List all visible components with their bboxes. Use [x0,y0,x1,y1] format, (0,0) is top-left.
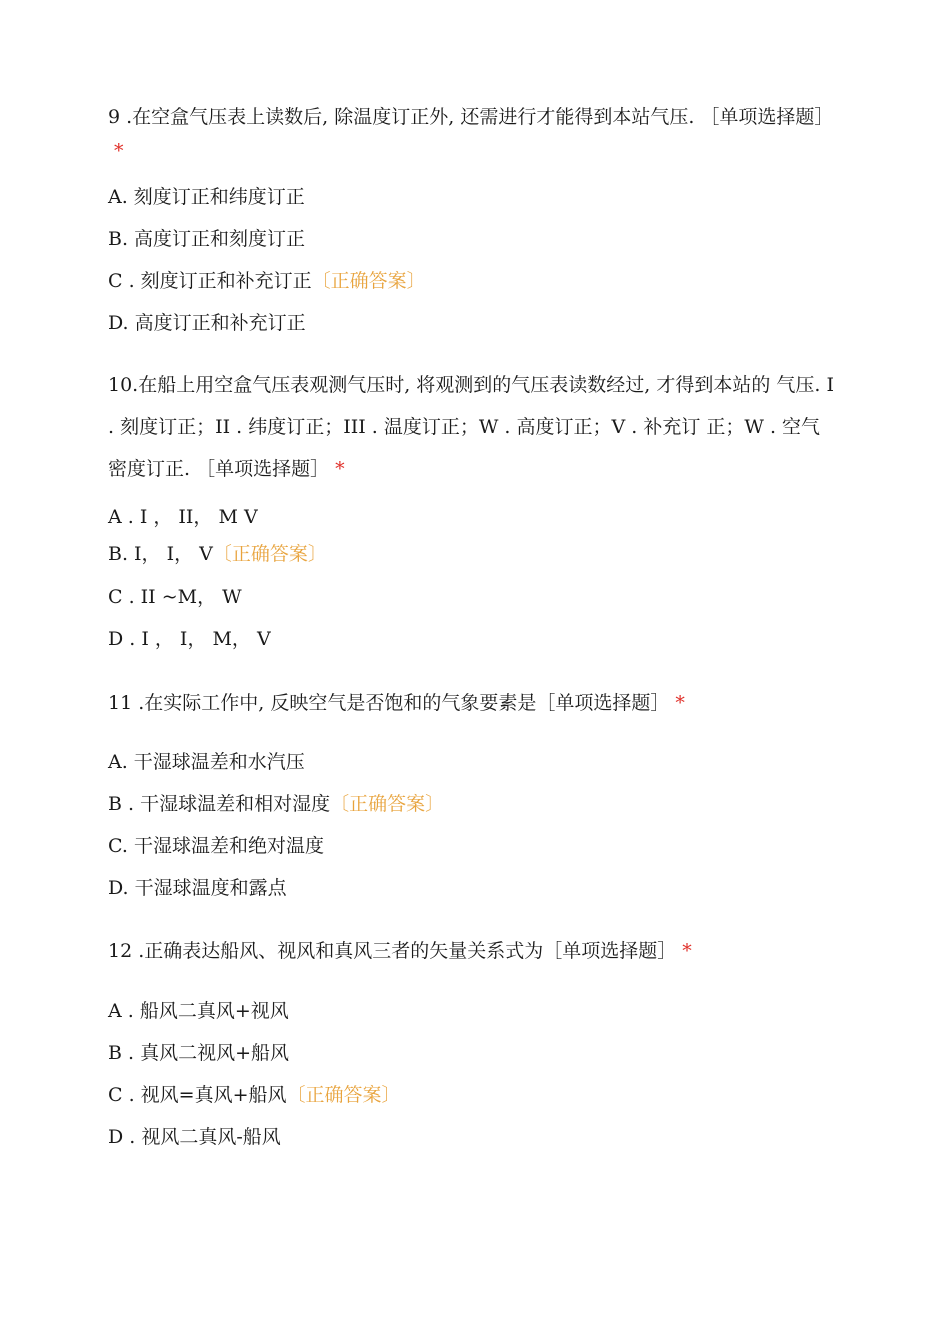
question-text: 10.在船上用空盒气压表观测气压时, 将观测到的气压表读数经过, 才得到本站的 气压. I . 刻度订正；II . 纬度订正；III . 温度订正；W . 高度订正；V . 补充订 正；W . 空气密度订正. ［单项选择题］ * [108,374,835,480]
option-b[interactable]: B. Ⅰ， Ⅰ， Ⅴ〔正确答案〕 [108,543,327,565]
option-a[interactable]: A . Ⅰ ， ⅠI， M Ⅴ [108,506,258,528]
option-c[interactable]: C . 刻度订正和补充订正〔正确答案〕 [108,270,426,292]
question-10 [108,364,836,490]
correct-answer-label: 〔正确答案〕 [311,270,426,292]
option-c[interactable]: C . 视风=真风+船风〔正确答案〕 [108,1084,401,1106]
correct-answer-label: 〔正确答案〕 [330,793,445,815]
option-c[interactable]: C . ⅠI ~M， W [108,586,242,608]
option-a[interactable]: A. 刻度订正和纬度订正 [108,186,305,208]
required-mark: * [675,692,685,714]
required-mark: * [114,140,124,162]
option-a[interactable]: A . 船风二真风+视风 [108,1000,289,1022]
question-text: 9 .在空盒气压表上读数后, 除温度订正外, 还需进行才能得到本站气压. ［单项选择题］* [108,106,834,162]
required-mark: * [682,940,692,962]
required-mark: * [335,458,345,480]
option-b[interactable]: B. 高度订正和刻度订正 [108,228,306,250]
question-text: 11 .在实际工作中, 反映空气是否饱和的气象要素是［单项选择题］ * [108,692,685,714]
option-d[interactable]: D. 干湿球温度和露点 [108,877,287,899]
question-text: 12 .正确表达船风、视风和真风三者的矢量关系式为［单项选择题］ * [108,940,692,962]
option-d[interactable]: D. 高度订正和补充订正 [108,312,306,334]
correct-answer-label: 〔正确答案〕 [212,543,327,565]
option-d[interactable]: D . 视风二真风-船风 [108,1126,281,1148]
question-12 [108,934,836,968]
correct-answer-label: 〔正确答案〕 [286,1084,401,1106]
question-11 [108,686,836,720]
question-9 [108,100,836,168]
option-c[interactable]: C. 干湿球温差和绝对温度 [108,835,324,857]
option-b[interactable]: B . 真风二视风+船风 [108,1042,290,1064]
option-b[interactable]: B . 干湿球温差和相对湿度〔正确答案〕 [108,793,445,815]
option-d[interactable]: D . Ⅰ ， Ⅰ， M， Ⅴ [108,628,271,650]
option-a[interactable]: A. 干湿球温差和水汽压 [108,751,305,773]
